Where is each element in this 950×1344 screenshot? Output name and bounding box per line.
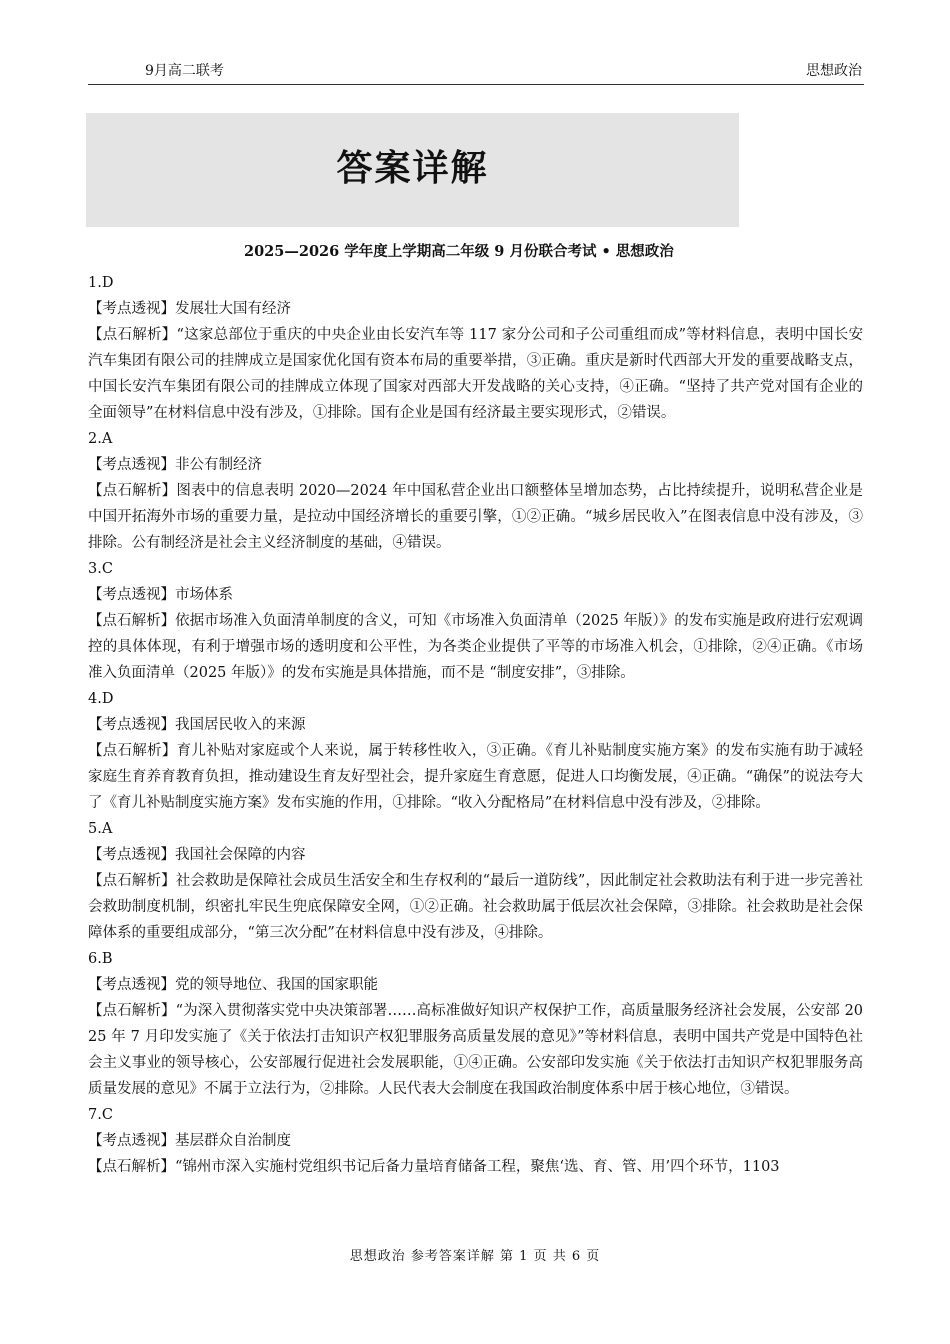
kaodian-text: 党的领导地位、我国的国家职能 [175, 977, 378, 993]
page-title: 答案详解 [336, 147, 489, 189]
jiexi-text: 依据市场准入负面清单制度的含义，可知《市场准入负面清单（2025 年版）》的发布实施是政府进行宏观调控的具体体现，有利于增强市场的透明度和公平性，为各类企业提供了平等的市场准入机会，①排除，②④正确。《市场准入负面清单（2025 年版）》的发布实施是具体措施，而不是 “制度安排”，③排除。 [88, 613, 864, 681]
jiexi-text: 社会救助是保障社会成员生活安全和生存权利的“最后一道防线”，因此制定社会救助法有利于进一步完善社会救助制度机制，织密扎牢民生兜底保障安全网，①②正确。社会救助属于低层次社会保障，③排除。社会救助是社会保障体系的重要组成部分，“第三次分配”在材料信息中没有涉及，④排除。 [88, 873, 863, 941]
jiexi-label: 【点石解析】 [88, 613, 176, 629]
question-number: 5.A [88, 821, 113, 837]
jiexi-text: “锦州市深入实施村党组织书记后备力量培育储备工程，聚焦‘选、育、管、用’四个环节，1103 [175, 1159, 780, 1175]
question-number: 3.C [88, 561, 113, 577]
kaodian-label: 【考点透视】 [88, 717, 175, 733]
kaodian-text: 发展壮大国有经济 [175, 301, 291, 317]
jiexi-paragraph [88, 738, 863, 816]
answer-list [88, 270, 863, 1180]
kaodian-line [88, 842, 863, 868]
kaodian-line [88, 582, 863, 608]
kaodian-label: 【考点透视】 [88, 457, 175, 473]
jiexi-text: 图表中的信息表明 2020—2024 年中国私营企业出口额整体呈增加态势，占比持续提升，说明私营企业是中国开拓海外市场的重要力量，是拉动中国经济增长的重要引擎，①②正确。“城乡居民收入”在图表信息中没有涉及，③排除。公有制经济是社会主义经济制度的基础，④错误。 [88, 483, 863, 551]
jiexi-label: 【点石解析】 [88, 1159, 175, 1175]
jiexi-label: 【点石解析】 [88, 483, 177, 499]
kaodian-line [88, 1128, 863, 1154]
question-number: 1.D [88, 275, 114, 291]
question-block [88, 1102, 863, 1180]
jiexi-paragraph [88, 1154, 863, 1180]
exam-subtitle: 2025—2026 学年度上学期高二年级 9 月份联合考试 • 思想政治 [244, 243, 674, 260]
kaodian-line [88, 296, 863, 322]
question-block [88, 686, 863, 816]
jiexi-label: 【点石解析】 [88, 743, 177, 759]
kaodian-text: 我国社会保障的内容 [175, 847, 306, 863]
kaodian-text: 市场体系 [175, 587, 233, 603]
jiexi-text: “这家总部位于重庆的中央企业由长安汽车等 117 家分公司和子公司重组而成”等材料信息，表明中国长安汽车集团有限公司的挂牌成立是国家优化国有资本布局的重要举措，③正确。重庆是新时代西部大开发的重要战略支点，中国长安汽车集团有限公司的挂牌成立体现了国家对西部大开发战略的关心支持，④正确。“坚持了共产党对国有企业的全面领导”在材料信息中没有涉及，①排除。国有企业是国有经济最主要实现形式，②错误。 [88, 327, 864, 421]
jiexi-paragraph [88, 868, 863, 946]
jiexi-label: 【点石解析】 [88, 873, 176, 889]
jiexi-text: “为深入贯彻落实党中央决策部署……高标准做好知识产权保护工作，高质量服务经济社会发展，公安部 2025 年 7 月印发实施了《关于依法打击知识产权犯罪服务高质量发展的意见》”等材料信息，表明中国共产党是中国特色社会主义事业的领导核心，公安部履行促进社会发展职能，①④正确。公安部印发实施《关于依法打击知识产权犯罪服务高质量发展的意见》不属于立法行为，②排除。人民代表大会制度在我国政治制度体系中居于核心地位，③错误。 [88, 1003, 864, 1097]
kaodian-line [88, 452, 863, 478]
page-footer: 思想政治 参考答案详解 第 1 页 共 6 页 [349, 1249, 601, 1264]
question-block [88, 556, 863, 686]
kaodian-label: 【考点透视】 [88, 1133, 175, 1149]
kaodian-text: 基层群众自治制度 [175, 1133, 291, 1149]
title-banner [86, 113, 739, 227]
jiexi-label: 【点石解析】 [88, 327, 177, 343]
jiexi-text: 育儿补贴对家庭或个人来说，属于转移性收入，③正确。《育儿补贴制度实施方案》的发布实施有助于减轻家庭生育养育教育负担，推动建设生育友好型社会，提升家庭生育意愿，促进人口均衡发展，④正确。“确保”的说法夸大了《育儿补贴制度实施方案》发布实施的作用，①排除。“收入分配格局”在材料信息中没有涉及，②排除。 [88, 743, 864, 811]
header-exam-name: 9月高二联考 [145, 63, 224, 79]
kaodian-label: 【考点透视】 [88, 301, 175, 317]
kaodian-label: 【考点透视】 [88, 977, 175, 993]
jiexi-paragraph [88, 998, 863, 1102]
jiexi-paragraph [88, 322, 863, 426]
kaodian-line [88, 712, 863, 738]
kaodian-label: 【考点透视】 [88, 587, 175, 603]
question-block [88, 270, 863, 426]
kaodian-text: 我国居民收入的来源 [175, 717, 306, 733]
question-number: 4.D [88, 691, 114, 707]
jiexi-paragraph [88, 478, 863, 556]
jiexi-label: 【点石解析】 [88, 1003, 176, 1019]
kaodian-label: 【考点透视】 [88, 847, 175, 863]
question-block [88, 816, 863, 946]
question-number: 6.B [88, 951, 113, 967]
kaodian-line [88, 972, 863, 998]
jiexi-paragraph [88, 608, 863, 686]
question-block [88, 426, 863, 556]
header-divider [88, 84, 864, 85]
question-number: 2.A [88, 431, 113, 447]
kaodian-text: 非公有制经济 [175, 457, 262, 473]
question-number: 7.C [88, 1107, 113, 1123]
header-subject: 思想政治 [806, 63, 862, 79]
question-block [88, 946, 863, 1102]
